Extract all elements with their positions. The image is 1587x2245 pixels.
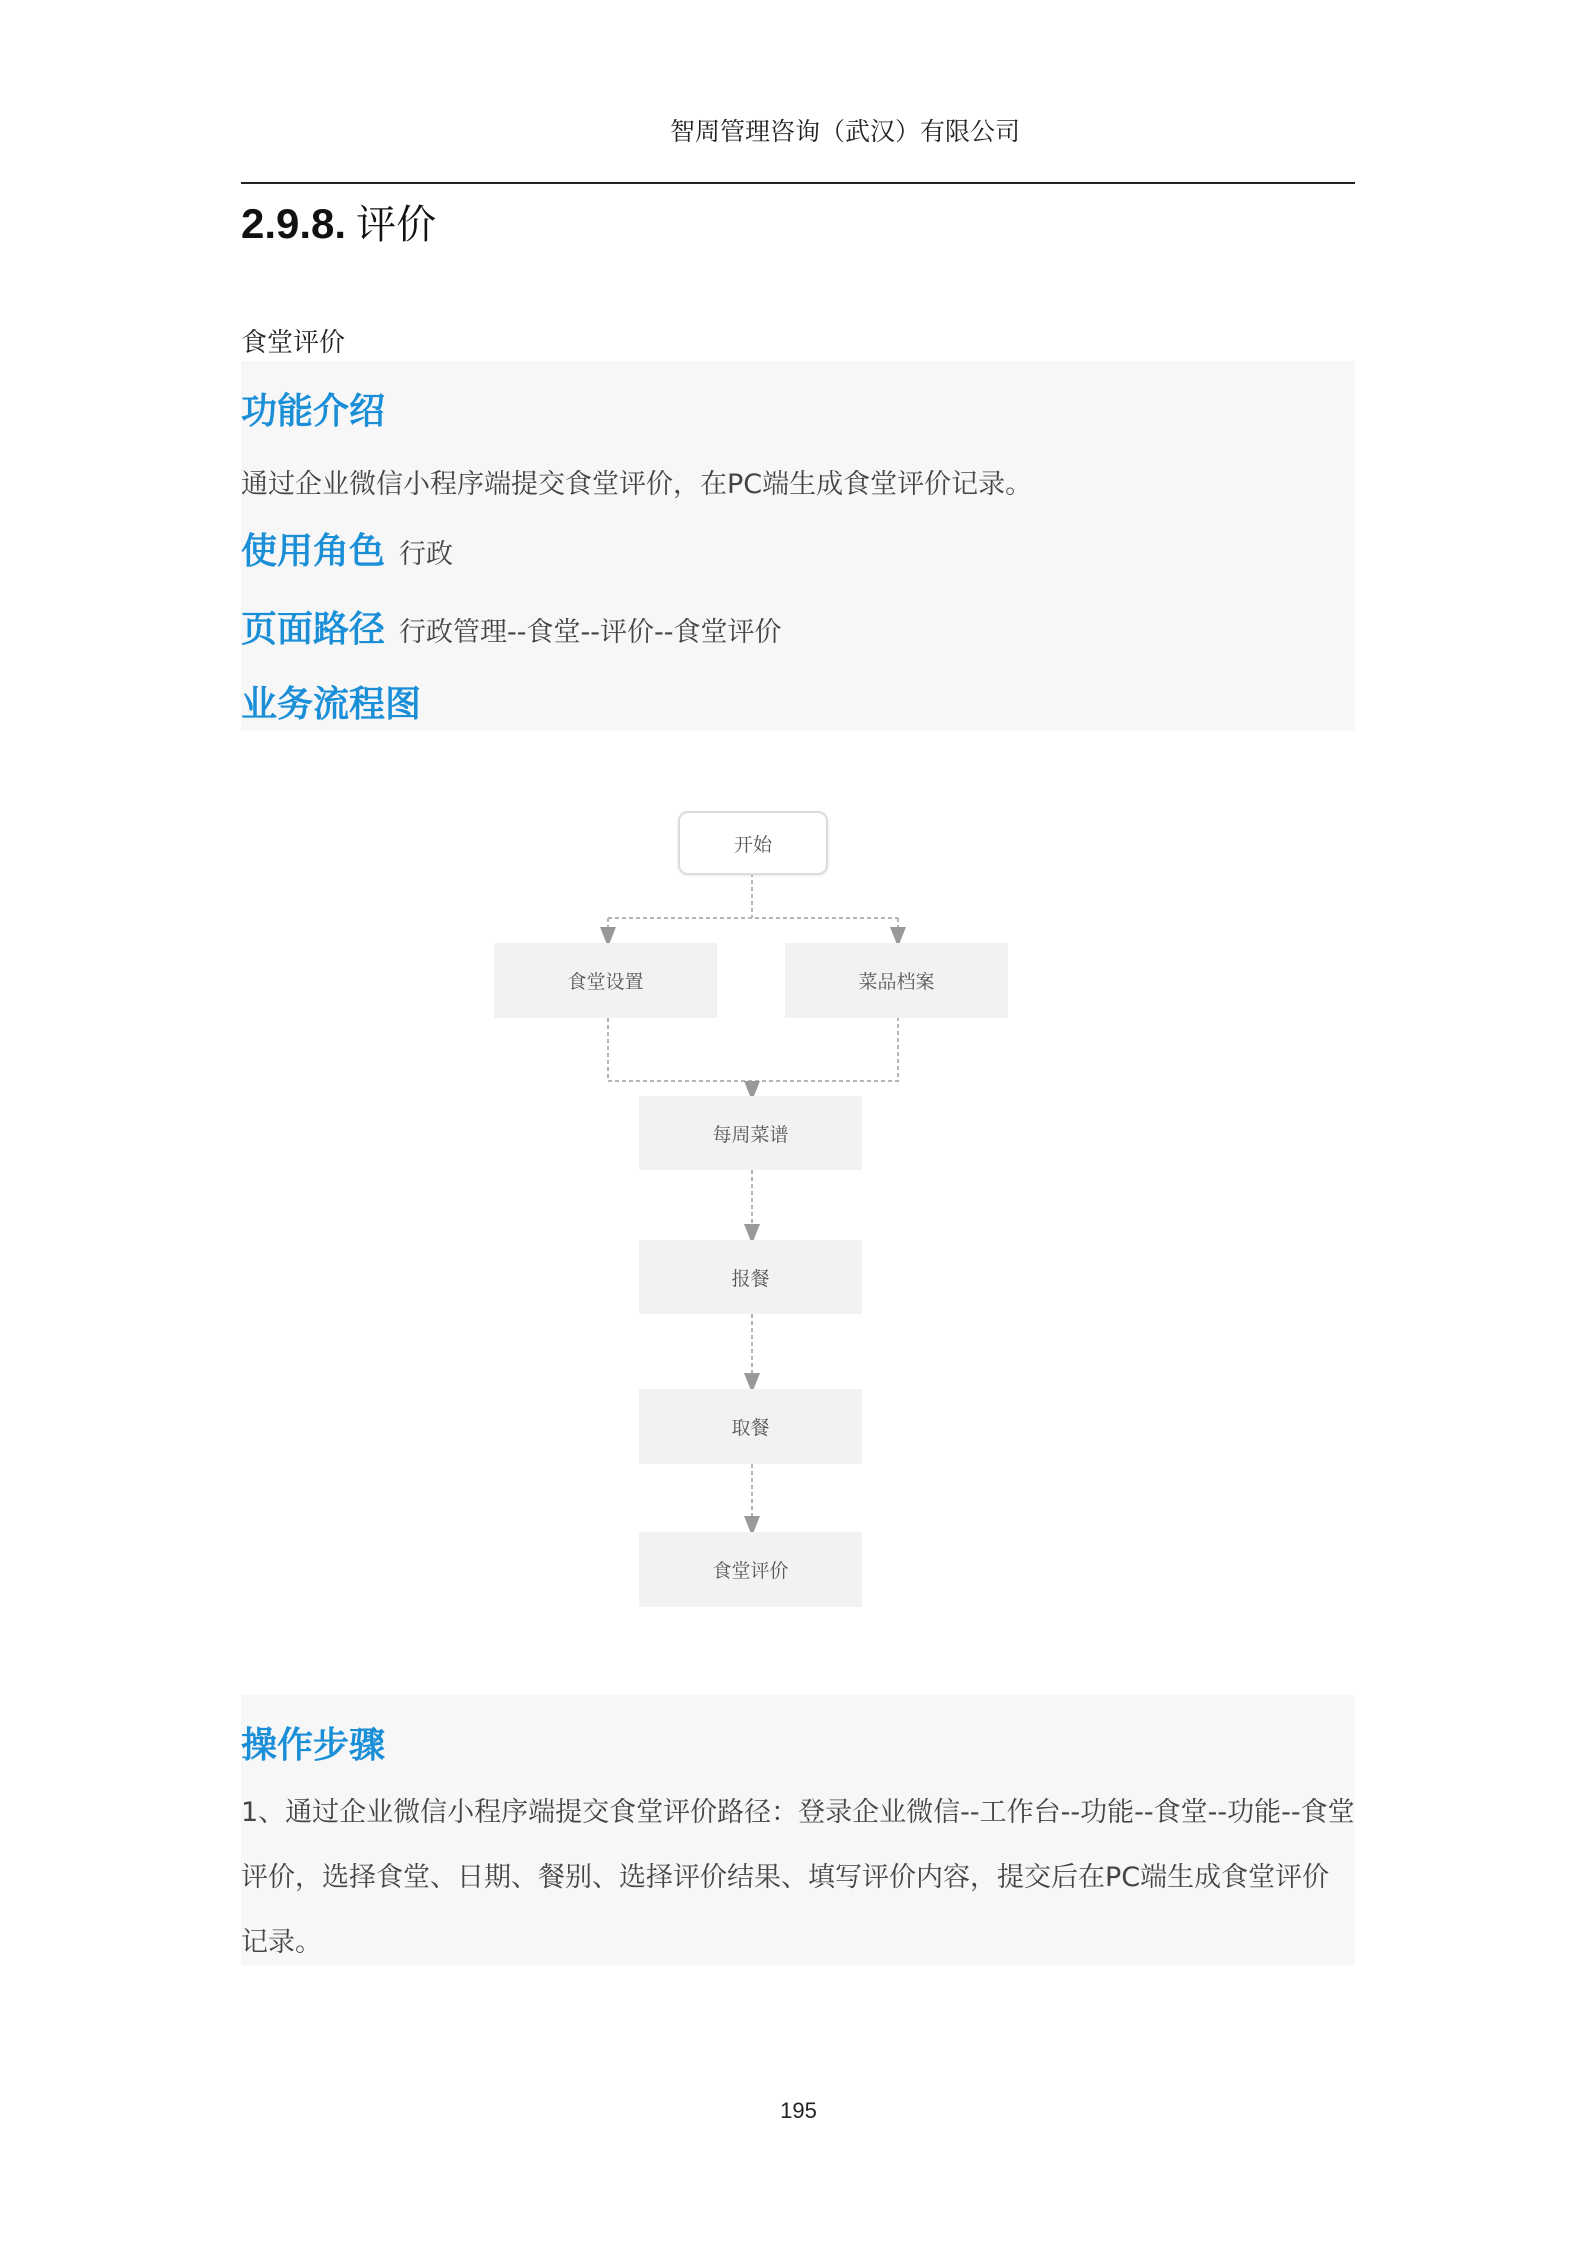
header-company-name: 智周管理咨询（武汉）有限公司	[669, 117, 1020, 146]
flow-node-start: 开始	[678, 811, 828, 875]
function-intro-text: 通过企业微信小程序端提交食堂评价，在PC端生成食堂评价记录。	[241, 469, 1033, 500]
flowchart-heading: 业务流程图	[241, 684, 422, 725]
path-value: 行政管理--食堂--评价--食堂评价	[399, 617, 782, 648]
steps-heading: 操作步骤	[241, 1725, 386, 1766]
role-value: 行政	[399, 539, 454, 570]
flow-node-weekly-menu: 每周菜谱	[639, 1096, 862, 1170]
flow-node-meal-pickup: 取餐	[639, 1389, 862, 1464]
flow-node-dish-archive: 菜品档案	[785, 943, 1008, 1018]
path-heading: 页面路径	[241, 609, 386, 650]
connector-merge	[608, 1018, 898, 1091]
page-number: 195	[780, 2098, 817, 2123]
section-number: 2.9.8.	[241, 200, 347, 247]
sub-label: 食堂评价	[241, 328, 346, 358]
section-title: 评价	[356, 202, 437, 248]
connector-start-split	[608, 873, 898, 918]
flow-node-canteen-settings: 食堂设置	[494, 943, 717, 1018]
flow-node-meal-signup: 报餐	[639, 1240, 862, 1314]
flow-node-canteen-review: 食堂评价	[639, 1532, 862, 1607]
steps-text: 1、通过企业微信小程序端提交食堂评价路径：登录企业微信--工作台--功能--食堂--功能--食堂评价，选择食堂、日期、餐别、选择评价结果、填写评价内容，提交后在PC端生成食堂评价记录。	[241, 1797, 1355, 1958]
function-intro-heading: 功能介绍	[241, 391, 386, 432]
role-heading: 使用角色	[241, 531, 386, 572]
